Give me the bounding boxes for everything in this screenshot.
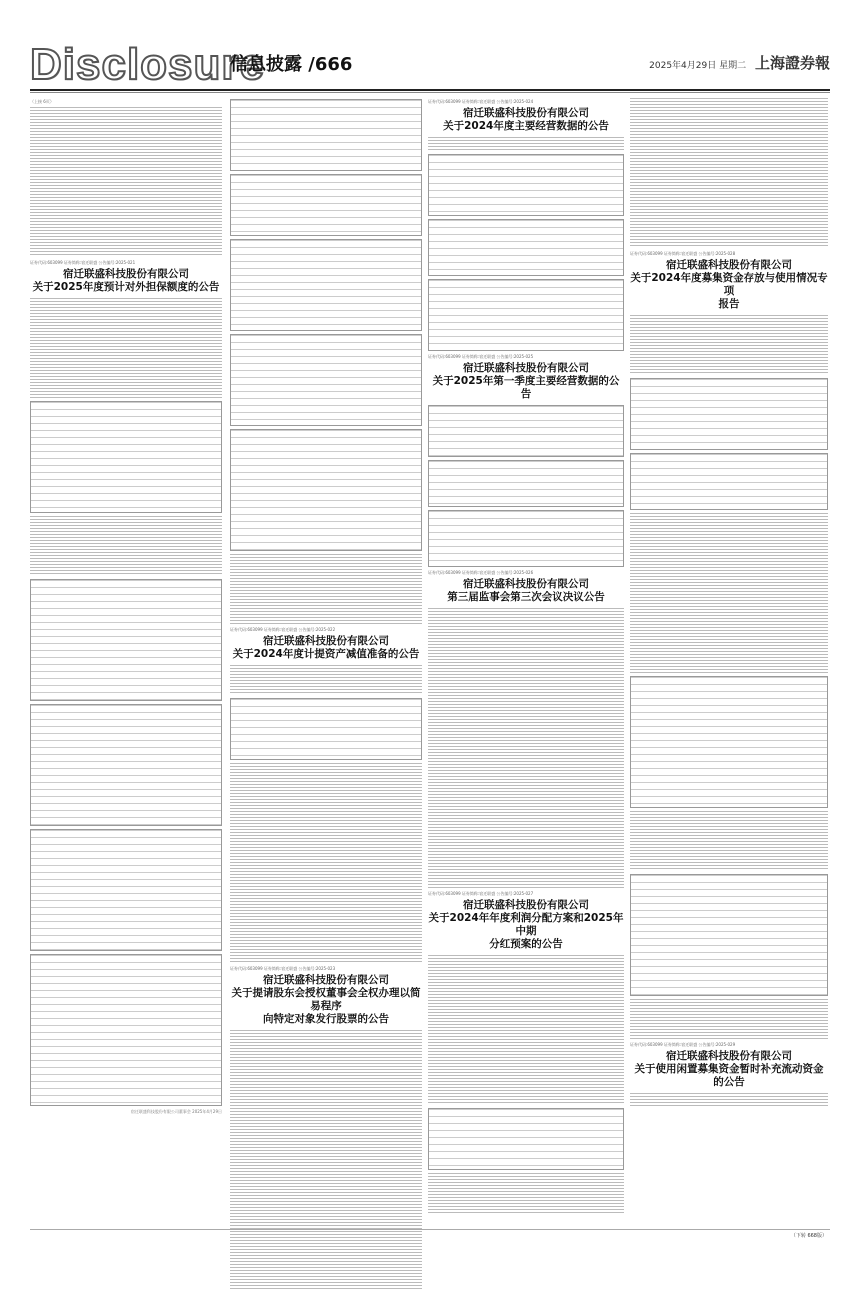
title-line: 宿迁联盛科技股份有限公司 [666,1050,792,1062]
data-table [30,954,222,1106]
article-meta: 证券代码:603099 证券简称:宿迁联盛 公告编号:2025-023 [230,966,336,971]
text-block [630,513,828,673]
text-block [630,999,828,1039]
title-line: 关于提请股东会授权董事会全权办理以简易程序 [231,987,421,1012]
data-table [428,219,624,276]
title-line: 宿迁联盛科技股份有限公司 [666,259,792,271]
article-meta: 证券代码:603099 证券简称:宿迁联盛 公告编号:2025-025 [428,354,534,359]
data-table [630,453,828,510]
text-block [630,811,828,871]
data-table [428,154,624,216]
continued-note: （下转 668版） [790,1233,827,1239]
article-meta: 证券代码:603099 证券简称:宿迁联盛 公告编号:2025-022 [230,627,336,632]
title-line: 关于2025年第一季度主要经营数据的公告 [432,375,620,400]
title-line: 分红预案的公告 [489,938,563,950]
column-3 [428,96,624,1231]
text-block [428,137,624,151]
header-rule-thin [30,92,830,93]
data-table [428,510,624,567]
title-line: 宿迁联盛科技股份有限公司 [263,974,389,986]
continued-label: （上接 6页） [30,99,54,104]
title-line: 关于2024年年度利润分配方案和2025年中期 [428,912,624,937]
title-line: 宿迁联盛科技股份有限公司 [463,107,589,119]
title-line: 第三届监事会第三次会议决议公告 [447,591,605,603]
article-title [630,259,828,311]
data-table [230,334,422,426]
footer-rule [30,1229,830,1230]
data-table [428,460,624,507]
article-title [428,578,624,604]
text-block [428,608,624,888]
article-title [230,974,422,1026]
brand-wordmark: Disclosure [30,40,265,89]
title-line: 宿迁联盛科技股份有限公司 [463,578,589,590]
newspaper-logo: 上海證券報 [754,54,830,72]
data-table [30,829,222,951]
data-table [230,429,422,551]
text-block [30,298,222,398]
article-meta: 证券代码:603099 证券简称:宿迁联盛 公告编号:2025-027 [428,891,534,896]
text-block [230,665,422,695]
text-block [428,1173,624,1213]
data-table [428,405,624,457]
text-block [30,107,222,257]
article-meta: 证券代码:603099 证券简称:宿迁联盛 公告编号:2025-024 [428,99,534,104]
title-line: 向特定对象发行股票的公告 [263,1013,389,1025]
title-line: 关于2024年度募集资金存放与使用情况专项 [630,272,828,297]
article-title [30,268,222,294]
header-rule [30,89,830,91]
article-meta: 证券代码:603099 证券简称:宿迁联盛 公告编号:2025-029 [630,1042,736,1047]
text-block [630,315,828,375]
column-2 [230,96,422,1231]
column-4 [630,96,828,1231]
text-block [230,763,422,963]
data-table [230,239,422,331]
text-block [630,1093,828,1107]
data-table [230,174,422,236]
title-line: 宿迁联盛科技股份有限公司 [263,635,389,647]
article-title [428,899,624,951]
article-meta: 证券代码:603099 证券简称:宿迁联盛 公告编号:2025-021 [30,260,136,265]
signature: 宿迁联盛科技股份有限公司董事会 2025年4月29日 [130,1109,222,1114]
article-title [428,362,624,401]
title-line: 关于2025年度预计对外担保额度的公告 [32,281,220,293]
data-table [630,676,828,808]
article-title [230,635,422,661]
data-table [30,401,222,513]
data-table [630,378,828,450]
article-title [630,1050,828,1089]
title-line: 关于2024年度主要经营数据的公告 [443,120,609,132]
data-table [428,1108,624,1170]
data-table [30,704,222,826]
column-1 [30,96,222,1231]
title-line: 宿迁联盛科技股份有限公司 [463,362,589,374]
data-table [428,279,624,351]
data-table [630,874,828,996]
article-title [428,107,624,133]
page-header [30,40,830,89]
title-line: 报告 [718,298,740,310]
article-meta: 证券代码:603099 证券简称:宿迁联盛 公告编号:2025-026 [428,570,534,575]
title-line: 关于使用闲置募集资金暂时补充流动资金的公告 [634,1063,824,1088]
text-block [230,554,422,624]
section-title: 信息披露 /666 [230,54,353,75]
text-block [230,1030,422,1290]
data-table [230,99,422,171]
text-block [30,516,222,576]
data-table [230,698,422,760]
text-block [428,955,624,1105]
issue-date: 2025年4月29日 星期二 [649,61,747,71]
article-meta: 证券代码:603099 证券简称:宿迁联盛 公告编号:2025-028 [630,251,736,256]
text-block [630,98,828,248]
data-table [30,579,222,701]
title-line: 关于2024年度计提资产减值准备的公告 [232,648,420,660]
title-line: 宿迁联盛科技股份有限公司 [463,899,589,911]
title-line: 宿迁联盛科技股份有限公司 [63,268,189,280]
header-right [649,52,830,73]
